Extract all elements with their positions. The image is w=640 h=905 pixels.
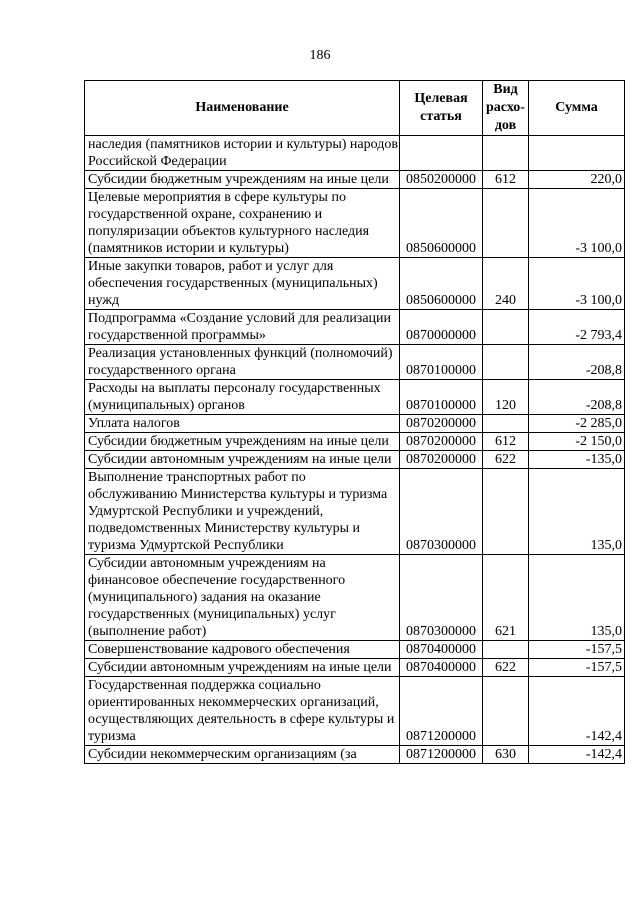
table-row	[85, 380, 625, 415]
cell-name: Субсидии автономным учреждениям на иные цели	[85, 659, 400, 677]
table-row	[85, 677, 625, 746]
cell-sum: -157,5	[529, 641, 625, 659]
table-row	[85, 136, 625, 171]
cell-target-code: 0871200000	[400, 677, 483, 746]
cell-target-code: 0850200000	[400, 171, 483, 189]
table-row	[85, 171, 625, 189]
cell-name: Совершенствование кадрового обеспечения	[85, 641, 400, 659]
cell-target-code: 0870300000	[400, 469, 483, 555]
cell-expense-type	[483, 641, 529, 659]
table-row	[85, 310, 625, 345]
cell-expense-type	[483, 189, 529, 258]
cell-name: Субсидии некоммерческим организациям (за	[85, 746, 400, 764]
cell-expense-type: 621	[483, 555, 529, 641]
cell-name: наследия (памятников истории и культуры) народов Российской Федерации	[85, 136, 400, 171]
cell-target-code: 0870200000	[400, 433, 483, 451]
cell-expense-type	[483, 415, 529, 433]
cell-target-code: 0871200000	[400, 746, 483, 764]
cell-sum: 220,0	[529, 171, 625, 189]
cell-name: Подпрограмма «Создание условий для реализации государственной программы»	[85, 310, 400, 345]
cell-target-code: 0870400000	[400, 659, 483, 677]
table-row	[85, 415, 625, 433]
cell-sum: -3 100,0	[529, 258, 625, 310]
header-target: Целевая статья	[400, 81, 483, 136]
header-sum: Сумма	[529, 81, 625, 136]
cell-sum: -142,4	[529, 677, 625, 746]
table-row	[85, 469, 625, 555]
cell-name: Государственная поддержка социально ориентированных некоммерческих организаций, осуществляющих деятельность в сфере культуры и туризма	[85, 677, 400, 746]
cell-expense-type: 612	[483, 433, 529, 451]
cell-name: Субсидии бюджетным учреждениям на иные цели	[85, 433, 400, 451]
cell-expense-type	[483, 677, 529, 746]
table-row	[85, 451, 625, 469]
table-row	[85, 345, 625, 380]
cell-expense-type: 622	[483, 659, 529, 677]
table-header-row	[85, 81, 625, 136]
budget-table	[84, 80, 625, 764]
cell-sum: -2 150,0	[529, 433, 625, 451]
table-body	[85, 136, 625, 764]
cell-target-code: 0870200000	[400, 451, 483, 469]
cell-expense-type: 240	[483, 258, 529, 310]
cell-target-code: 0870100000	[400, 345, 483, 380]
cell-expense-type: 622	[483, 451, 529, 469]
cell-name: Выполнение транспортных работ по обслуживанию Министерства культуры и туризма Удмуртской Республики и учреждений, подведомственных Министерству культуры и туризма Удмуртской Республики	[85, 469, 400, 555]
cell-name: Уплата налогов	[85, 415, 400, 433]
cell-expense-type: 630	[483, 746, 529, 764]
cell-sum: -208,8	[529, 345, 625, 380]
table-row	[85, 189, 625, 258]
cell-sum: -2 793,4	[529, 310, 625, 345]
header-type: Вид расхо-дов	[483, 81, 529, 136]
table-row	[85, 746, 625, 764]
cell-target-code: 0850600000	[400, 258, 483, 310]
cell-sum: 135,0	[529, 469, 625, 555]
cell-name: Расходы на выплаты персоналу государственных (муниципальных) органов	[85, 380, 400, 415]
table-row	[85, 258, 625, 310]
cell-expense-type: 120	[483, 380, 529, 415]
cell-name: Субсидии автономным учреждениям на иные цели	[85, 451, 400, 469]
cell-target-code: 0870100000	[400, 380, 483, 415]
cell-expense-type: 612	[483, 171, 529, 189]
table-row	[85, 659, 625, 677]
page-number: 186	[309, 48, 331, 63]
cell-sum: -157,5	[529, 659, 625, 677]
table-row	[85, 433, 625, 451]
table-row	[85, 641, 625, 659]
cell-name: Реализация установленных функций (полномочий) государственного органа	[85, 345, 400, 380]
header-name: Наименование	[85, 81, 400, 136]
cell-expense-type	[483, 345, 529, 380]
cell-expense-type	[483, 310, 529, 345]
cell-sum: -135,0	[529, 451, 625, 469]
cell-target-code: 0870300000	[400, 555, 483, 641]
cell-name: Субсидии бюджетным учреждениям на иные цели	[85, 171, 400, 189]
cell-sum	[529, 136, 625, 171]
cell-target-code: 0870000000	[400, 310, 483, 345]
cell-expense-type	[483, 136, 529, 171]
cell-target-code: 0870400000	[400, 641, 483, 659]
cell-name: Иные закупки товаров, работ и услуг для обеспечения государственных (муниципальных) нужд	[85, 258, 400, 310]
cell-sum: -142,4	[529, 746, 625, 764]
cell-sum: -208,8	[529, 380, 625, 415]
cell-target-code: 0850600000	[400, 189, 483, 258]
cell-name: Субсидии автономным учреждениям на финансовое обеспечение государственного (муниципального) задания на оказание государственных (муниципальных) услуг (выполнение работ)	[85, 555, 400, 641]
table-row	[85, 555, 625, 641]
cell-expense-type	[483, 469, 529, 555]
cell-sum: -3 100,0	[529, 189, 625, 258]
cell-sum: 135,0	[529, 555, 625, 641]
cell-sum: -2 285,0	[529, 415, 625, 433]
cell-name: Целевые мероприятия в сфере культуры по государственной охране, сохранению и популяризации объектов культурного наследия (памятников истории и культуры)	[85, 189, 400, 258]
cell-target-code: 0870200000	[400, 415, 483, 433]
cell-target-code	[400, 136, 483, 171]
